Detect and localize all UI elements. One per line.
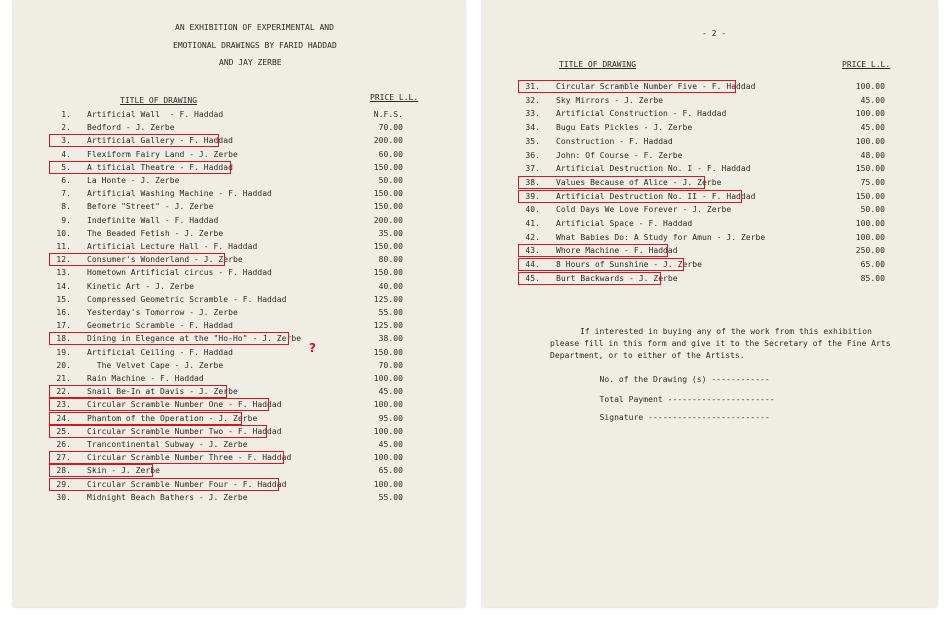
drawing-title: Circular Scramble Number Three - F. Haddad — [87, 453, 292, 463]
drawing-title: Geometric Scramble - F. Haddad — [87, 321, 233, 331]
drawing-title: Yesterday's Tomorrow - J. Zerbe — [87, 308, 238, 317]
drawing-price: 65.00 — [860, 260, 885, 270]
drawing-price: 100.00 — [373, 374, 403, 383]
drawing-number: 45. — [525, 273, 540, 283]
drawing-title: Phantom of the Operation - J. Zerbe — [87, 413, 258, 423]
drawing-number: 28. — [56, 466, 71, 476]
drawing-price: 100.00 — [373, 479, 403, 489]
drawing-number: 41. — [525, 219, 540, 228]
drawing-title: The Velvet Cape - J. Zerbe — [87, 360, 224, 370]
drawing-price: 38.00 — [378, 334, 403, 344]
drawing-number: 18. — [56, 334, 71, 344]
drawing-price: N.F.S. — [373, 110, 403, 119]
red-highlight-box — [49, 425, 267, 438]
drawing-number: 37. — [525, 164, 540, 174]
drawing-title: Indefinite Wall - F. Haddad — [87, 215, 219, 225]
drawing-price: 100.00 — [855, 219, 885, 228]
form-field-signature — [580, 403, 770, 433]
drawing-title: Artificial Space - F. Haddad — [556, 219, 693, 228]
column-header-title: TITLE OF DRAWING — [120, 96, 198, 105]
drawing-title: Consumer's Wonderland - J. Zerbe — [87, 255, 243, 265]
drawing-price: 100.00 — [373, 426, 403, 436]
drawing-number: 4. — [61, 149, 71, 159]
drawing-number: 9. — [61, 215, 71, 225]
drawing-price: 50.00 — [860, 205, 885, 215]
drawing-title: Artificial Gallery - F. Haddad — [87, 136, 233, 146]
drawing-number: 38. — [525, 177, 540, 187]
drawing-price: 70.00 — [378, 360, 403, 370]
form-line-drawing-number: ------------ — [711, 375, 770, 384]
red-highlight-box — [49, 161, 231, 174]
drawing-price: 80.00 — [378, 255, 403, 265]
exhibition-heading-line-3: AND JAY ZERBE — [219, 58, 282, 67]
drawing-price: 45.00 — [860, 95, 885, 105]
red-highlight-box — [49, 253, 225, 266]
column-header-price: PRICE L.L. — [370, 93, 419, 102]
red-highlight-box — [518, 272, 661, 285]
red-highlight-box — [518, 190, 742, 203]
drawing-title: Dining in Elegance at the "Ho-Ho" - J. Zerbe — [87, 334, 302, 344]
exhibition-heading-line-2: EMOTIONAL DRAWINGS BY FARID HADDAD — [173, 41, 337, 50]
drawing-price: 70.00 — [378, 123, 403, 133]
drawing-price: 150.00 — [373, 162, 403, 172]
red-highlight-box — [49, 385, 227, 398]
drawing-number: 24. — [56, 413, 71, 423]
drawing-number: 44. — [525, 260, 540, 270]
drawing-number: 17. — [56, 321, 71, 331]
drawing-title: Rain Machine - F. Haddad — [87, 374, 204, 383]
drawing-number: 21. — [56, 374, 71, 383]
red-highlight-box — [518, 244, 668, 257]
drawing-number: 31. — [525, 82, 540, 91]
drawing-price: 35.00 — [378, 228, 403, 238]
drawing-price: 95.00 — [378, 413, 403, 423]
drawing-title: La Honte - J. Zerbe — [87, 176, 180, 185]
drawing-title: Circular Scramble Number Four - F. Haddad — [87, 479, 287, 489]
drawing-price: 55.00 — [378, 492, 403, 502]
drawing-number: 26. — [56, 440, 71, 449]
drawing-number: 20. — [56, 360, 71, 370]
drawing-price: 150.00 — [373, 242, 403, 251]
drawing-number: 36. — [525, 150, 540, 160]
drawing-title: Snail Be-In at Davis - J. Zerbe — [87, 387, 238, 397]
drawing-title: The Beaded Fetish - J. Zerbe — [87, 228, 224, 238]
drawing-title: Burt Backwards - J. Zerbe — [556, 273, 678, 283]
drawing-number: 5. — [61, 162, 71, 172]
drawing-title: Artificial Construction - F. Haddad — [556, 109, 727, 119]
drawing-price: 45.00 — [378, 387, 403, 397]
drawing-title: Trancontinental Subway - J. Zerbe — [87, 440, 248, 449]
red-highlight-box — [518, 258, 684, 271]
drawing-number: 12. — [56, 255, 71, 265]
red-highlight-box — [518, 176, 705, 189]
drawing-title: Artificial Washing Machine - F. Haddad — [87, 189, 272, 199]
drawing-number: 30. — [56, 492, 71, 502]
drawing-number: 25. — [56, 426, 71, 436]
drawing-title: Compressed Geometric Scramble - F. Haddad — [87, 294, 287, 304]
drawing-title: Hometown Artificial circus - F. Haddad — [87, 268, 272, 278]
form-label-total-payment: Total Payment — [599, 395, 663, 404]
drawing-price: 250.00 — [855, 246, 885, 256]
red-highlight-box — [518, 80, 736, 93]
drawing-price: 65.00 — [378, 466, 403, 476]
drawing-price: 60.00 — [378, 149, 403, 159]
drawing-number: 7. — [61, 189, 71, 199]
drawing-price: 45.00 — [378, 440, 403, 449]
drawing-number: 15. — [56, 294, 71, 304]
drawing-title: John: Of Course - F. Zerbe — [556, 150, 683, 160]
drawing-number: 33. — [525, 109, 540, 119]
drawing-price: 45.00 — [860, 123, 885, 133]
drawing-title: Circular Scramble Number Five - F. Haddad — [556, 82, 756, 91]
drawing-price: 50.00 — [378, 176, 403, 185]
drawing-title: A tificial Theatre - F. Haddad — [87, 162, 233, 172]
drawing-title: Skin - J. Zerbe — [87, 466, 160, 476]
purchase-note-line-1: If interested in buying any of the work from this exhibition — [580, 327, 872, 336]
drawing-number: 16. — [56, 308, 71, 317]
drawing-price: 150.00 — [373, 268, 403, 278]
red-highlight-box — [49, 464, 153, 477]
drawing-title: Flexiform Fairy Land - J. Zerbe — [87, 149, 238, 159]
drawing-price: 75.00 — [860, 177, 885, 187]
drawing-title: Kinetic Art - J. Zerbe — [87, 281, 195, 291]
drawing-price: 200.00 — [373, 136, 403, 146]
document-page-2 — [482, 0, 937, 607]
red-highlight-box — [49, 412, 242, 425]
drawing-title: Bedford - J. Zerbe — [87, 123, 175, 133]
drawing-number: 40. — [525, 205, 540, 215]
column-header-price: PRICE L.L. — [842, 60, 891, 69]
drawing-title: Sky Mirrors - J. Zerbe — [556, 95, 664, 105]
purchase-note-line-3: Department, or to either of the Artists. — [550, 351, 745, 360]
document-page-1 — [13, 0, 465, 607]
drawing-number: 10. — [56, 228, 71, 238]
drawing-title: Cold Days We Love Forever - J. Zerbe — [556, 205, 732, 215]
drawing-title: Before "Street" - J. Zerbe — [87, 202, 214, 212]
drawing-price: 100.00 — [855, 109, 885, 119]
red-highlight-box — [49, 398, 269, 411]
drawing-number: 6. — [61, 176, 71, 185]
drawing-title: 8 Hours of Sunshine - J. Zerbe — [556, 260, 702, 270]
drawing-price: 40.00 — [378, 281, 403, 291]
drawing-price: 100.00 — [855, 232, 885, 242]
drawing-number: 22. — [56, 387, 71, 397]
drawing-number: 3. — [61, 136, 71, 146]
drawing-number: 34. — [525, 123, 540, 133]
red-highlight-box — [49, 478, 279, 491]
drawing-number: 35. — [525, 136, 540, 146]
drawing-number: 2. — [61, 123, 71, 133]
drawing-price: 150.00 — [373, 202, 403, 212]
drawing-title: Artificial Destruction No. II - F. Haddad — [556, 191, 756, 201]
red-highlight-box — [49, 332, 289, 345]
drawing-number: 14. — [56, 281, 71, 291]
drawing-number: 43. — [525, 246, 540, 256]
drawing-title: Whore Machine - F. Haddad — [556, 246, 678, 256]
drawing-number: 29. — [56, 479, 71, 489]
drawing-title: Artificial Lecture Hall - F. Haddad — [87, 242, 258, 251]
drawing-number: 13. — [56, 268, 71, 278]
drawing-title: Bugu Eats Pickles - J. Zerbe — [556, 123, 693, 133]
drawing-title: Artificial Wall - F. Haddad — [87, 110, 224, 119]
red-highlight-box — [49, 134, 219, 147]
drawing-number: 27. — [56, 453, 71, 463]
drawing-price: 150.00 — [855, 191, 885, 201]
drawing-price: 100.00 — [855, 136, 885, 146]
column-header-title: TITLE OF DRAWING — [559, 60, 637, 69]
exhibition-heading-line-1: AN EXHIBITION OF EXPERIMENTAL AND — [175, 23, 334, 32]
drawing-price: 100.00 — [373, 400, 403, 410]
purchase-note-line-2: please fill in this form and give it to the Secretary of the Fine Arts — [550, 339, 891, 348]
red-highlight-box — [49, 451, 284, 464]
drawing-number: 23. — [56, 400, 71, 410]
form-label-drawing-number: No. of the Drawing (s) — [599, 375, 707, 384]
drawing-number: 1. — [61, 110, 71, 119]
question-mark-annotation: ? — [309, 341, 316, 355]
page-number: - 2 - — [702, 29, 727, 38]
form-line-signature: ------------------------- — [648, 413, 770, 422]
drawing-price: 125.00 — [373, 294, 403, 304]
drawing-title: Midnight Beach Bathers - J. Zerbe — [87, 492, 248, 502]
drawing-title: Construction - F. Haddad — [556, 136, 673, 146]
drawing-number: 39. — [525, 191, 540, 201]
drawing-title: Artificial Destruction No. I - F. Haddad — [556, 164, 751, 174]
drawing-price: 85.00 — [860, 273, 885, 283]
drawing-number: 42. — [525, 232, 540, 242]
drawing-price: 150.00 — [373, 347, 403, 357]
drawing-price: 55.00 — [378, 308, 403, 317]
drawing-number: 32. — [525, 95, 540, 105]
drawing-number: 8. — [61, 202, 71, 212]
drawing-title: Circular Scramble Number One - F. Haddad — [87, 400, 282, 410]
drawing-number: 11. — [56, 242, 71, 251]
drawing-price: 100.00 — [373, 453, 403, 463]
form-line-total-payment: ---------------------- — [667, 395, 775, 404]
drawing-price: 100.00 — [855, 82, 885, 91]
drawing-number: 19. — [56, 347, 71, 357]
drawing-price: 150.00 — [855, 164, 885, 174]
drawing-title: What Babies Do: A Study for Amun - J. Zerbe — [556, 232, 766, 242]
drawing-title: Circular Scramble Number Two - F. Haddad — [87, 426, 282, 436]
drawing-price: 48.00 — [860, 150, 885, 160]
drawing-title: Values Because of Alice - J. Zerbe — [556, 177, 722, 187]
drawing-title: Artificial Ceiling - F. Haddad — [87, 347, 233, 357]
form-label-signature: Signature — [599, 413, 644, 422]
drawing-price: 150.00 — [373, 189, 403, 199]
drawing-price: 200.00 — [373, 215, 403, 225]
drawing-price: 125.00 — [373, 321, 403, 331]
